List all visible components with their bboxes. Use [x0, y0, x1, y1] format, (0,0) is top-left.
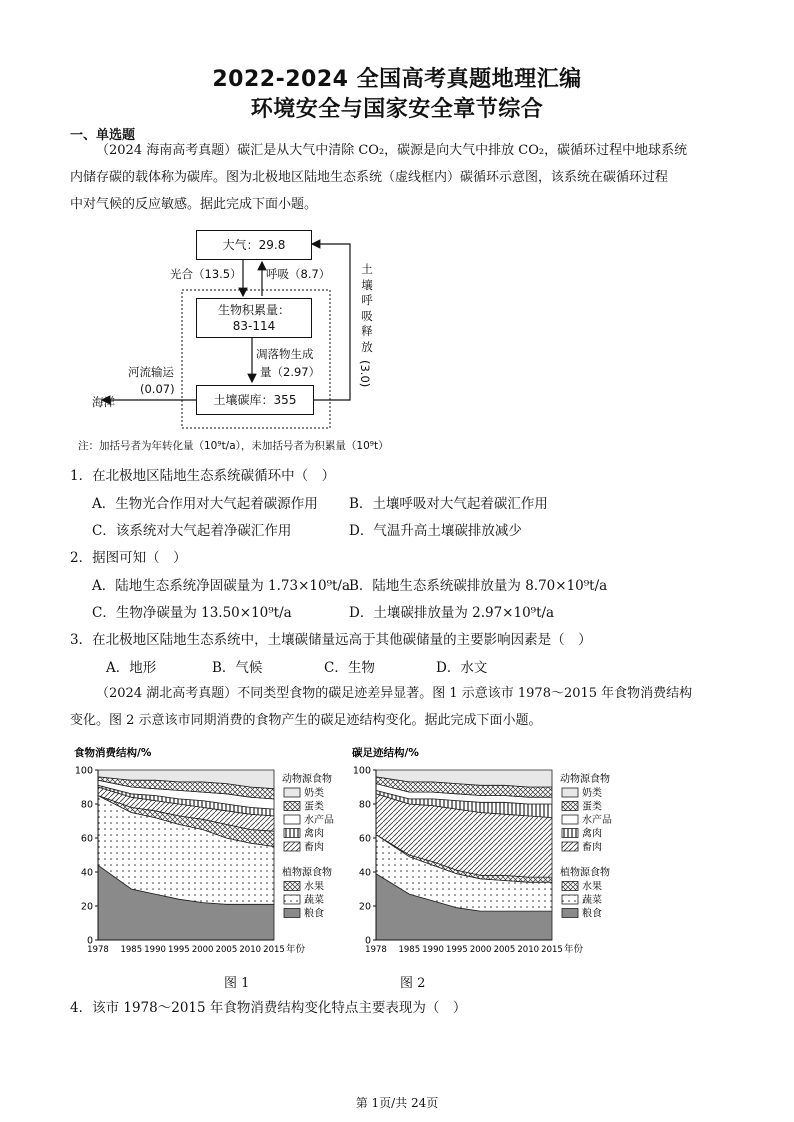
litter-label-line2: 量（2.97） [260, 365, 321, 379]
x-tick-label: 2005 [215, 945, 238, 955]
soil-box: 土壤碳库：355 [196, 385, 314, 415]
soil-release-char: 释 [361, 324, 373, 338]
legend-swatch-畜肉 [562, 842, 578, 851]
soil-release-char: 土 [361, 262, 373, 276]
legend-item-蛋类: 蛋类 [582, 801, 602, 813]
legend-swatch-禽肉 [562, 829, 578, 838]
diagram-note: 注：加括号者为年转化量（10⁹t/a），未加括号者为积累量（10⁹t） [78, 440, 389, 452]
respiration-label: 呼吸（8.7） [266, 267, 331, 281]
x-tick-label: 2010 [239, 945, 262, 955]
q3-option-b: B．气候 [212, 660, 263, 676]
soil-release-char: 放 [361, 339, 373, 354]
legend-item-水产品: 水产品 [304, 815, 334, 826]
litter-label-line1: 凋落物生成 [256, 347, 314, 361]
legend-swatch-禽肉 [284, 829, 300, 838]
q2-option-d: D．土壤碳排放量为 2.97×10⁹t/a [349, 605, 555, 621]
river-label-line2: (0.07) [140, 382, 175, 396]
legend-item-禽肉: 禽肉 [582, 828, 602, 840]
x-tick-label: 1990 [144, 945, 166, 955]
legend-item-蔬菜: 蔬菜 [582, 895, 602, 906]
passage1-line2: 内储存碳的载体称为碳库。图为北极地区陆地生态系统（虚线框内）碳循环示意图，该系统在碳循环过程 [70, 170, 669, 185]
legend-item-蛋类: 蛋类 [304, 801, 324, 813]
soil-release-char: 吸 [361, 308, 373, 323]
y-tick-label: 20 [358, 901, 371, 913]
doc-title-line2: 环境安全与国家安全章节综合 [250, 97, 544, 122]
legend-swatch-蛋类 [284, 802, 300, 811]
ocean-label: 海洋 [92, 395, 115, 409]
question-4-stem: 4．该市 1978～2015 年食物消费结构变化特点主要表现为（ ） [70, 1000, 467, 1016]
x-tick-label: 2015 [541, 945, 563, 955]
biomass-value: 83-114 [232, 319, 276, 333]
soil-release-label [360, 262, 374, 355]
chart-food-consumption [60, 742, 360, 962]
chart-title: 食物消费结构/% [74, 747, 152, 759]
chart-title: 碳足迹结构/% [352, 747, 419, 759]
y-tick-label: 40 [80, 867, 93, 879]
q1-option-a: A．生物光合作用对大气起着碳源作用 [92, 496, 318, 512]
legend-item-水产品: 水产品 [582, 815, 612, 826]
legend-swatch-奶类 [284, 788, 300, 797]
y-tick-label: 0 [86, 935, 93, 947]
q2-option-b: B．陆地生态系统碳排放量为 8.70×10⁹t/a [349, 578, 608, 594]
question-1-stem: 1．在北极地区陆地生态系统碳循环中（ ） [70, 468, 336, 484]
y-tick-label: 60 [80, 833, 93, 845]
x-tick-label: 2000 [191, 945, 214, 955]
y-tick-label: 80 [80, 799, 93, 811]
y-tick-label: 80 [358, 799, 371, 811]
soil-release-char: 壤 [361, 277, 373, 292]
x-axis-label: 年份 [564, 944, 584, 955]
passage2 [70, 680, 730, 734]
y-tick-label: 100 [74, 765, 93, 777]
q3-option-d: D．水文 [436, 660, 488, 676]
legend-swatch-水果 [562, 882, 578, 891]
legend-swatch-水产品 [284, 815, 300, 824]
chart-carbon-footprint [338, 742, 638, 962]
x-tick-label: 1978 [87, 945, 109, 955]
legend-group-heading: 植物源食物 [282, 867, 332, 879]
legend-item-奶类: 奶类 [582, 788, 602, 799]
legend-swatch-蛋类 [562, 802, 578, 811]
soil-release-char: 呼 [361, 293, 373, 307]
x-tick-label: 1995 [168, 945, 190, 955]
x-tick-label: 2005 [493, 945, 516, 955]
passage2-line1: （2024 湖北高考真题）不同类型食物的碳足迹差异显著。图 1 示意该市 1978～2015 年食物消费结构 [96, 686, 693, 701]
q1-option-b: B．土壤呼吸对大气起着碳汇作用 [349, 496, 548, 512]
y-tick-label: 100 [352, 765, 371, 777]
x-axis-label: 年份 [286, 944, 306, 955]
y-tick-label: 60 [358, 833, 371, 845]
question-2-stem: 2．据图可知（ ） [70, 550, 187, 566]
q1-option-d: D．气温升高土壤碳排放减少 [349, 523, 522, 539]
x-tick-label: 1985 [398, 945, 421, 955]
q3-option-c: C．生物 [324, 660, 375, 676]
atmosphere-box: 大气：29.8 [196, 230, 312, 260]
legend-group-heading: 动物源食物 [282, 774, 332, 785]
doc-title-line1: 2022-2024 全国高考真题地理汇编 [212, 67, 582, 92]
passage1-line3: 中对气候的反应敏感。据此完成下面小题。 [70, 197, 318, 212]
q3-option-a: A．地形 [106, 660, 157, 676]
passage2-line2: 变化。图 2 示意该市同期消费的食物产生的碳足迹结构变化。据此完成下面小题。 [70, 713, 542, 728]
q2-option-a: A．陆地生态系统净固碳量为 1.73×10⁹t/a [92, 578, 351, 594]
legend-item-禽肉: 禽肉 [304, 828, 324, 840]
x-tick-label: 1995 [446, 945, 468, 955]
legend-group-heading: 动物源食物 [560, 774, 610, 785]
x-tick-label: 1978 [365, 945, 387, 955]
figure-2-caption: 图 2 [400, 976, 426, 991]
biomass-label: 生物积累量： [217, 303, 290, 317]
river-label-line1: 河流输运 [128, 365, 174, 379]
legend-item-畜肉: 畜肉 [304, 842, 324, 853]
legend-swatch-粮食 [562, 909, 578, 918]
q1-option-c: C．该系统对大气起着净碳汇作用 [92, 523, 292, 539]
legend-item-畜肉: 畜肉 [582, 842, 602, 853]
y-tick-label: 20 [80, 901, 93, 913]
x-tick-label: 1985 [120, 945, 143, 955]
biomass-box [196, 298, 312, 338]
x-tick-label: 2010 [517, 945, 540, 955]
y-tick-label: 0 [364, 935, 371, 947]
legend-item-粮食: 粮食 [304, 908, 324, 920]
legend-swatch-粮食 [284, 909, 300, 918]
legend-swatch-水果 [284, 882, 300, 891]
page-footer: 第 1页/共 24页 [355, 1096, 439, 1110]
question-3-stem: 3．在北极地区陆地生态系统中，土壤碳储量远高于其他碳储量的主要影响因素是（ ） [70, 632, 592, 648]
legend-swatch-蔬菜 [562, 895, 578, 904]
legend-swatch-蔬菜 [284, 895, 300, 904]
photosynthesis-label: 光合（13.5） [170, 267, 242, 281]
legend-swatch-水产品 [562, 815, 578, 824]
x-tick-label: 2000 [469, 945, 492, 955]
legend-item-粮食: 粮食 [582, 908, 602, 920]
legend-swatch-畜肉 [284, 842, 300, 851]
legend-swatch-奶类 [562, 788, 578, 797]
x-tick-label: 1990 [422, 945, 444, 955]
q2-option-c: C．生物净碳量为 13.50×10⁹t/a [92, 605, 292, 621]
section-heading: 一、单选题 [70, 128, 136, 143]
carbon-cycle-diagram [90, 222, 390, 432]
legend-group-heading: 植物源食物 [560, 867, 610, 879]
legend-item-蔬菜: 蔬菜 [304, 895, 324, 906]
passage1-line1: （2024 海南高考真题）碳汇是从大气中清除 CO₂，碳源是向大气中排放 CO₂，碳循环过程中地球系统 [96, 143, 688, 158]
legend-item-水果: 水果 [582, 881, 602, 893]
passage1 [70, 137, 730, 218]
y-tick-label: 40 [358, 867, 371, 879]
x-tick-label: 2015 [263, 945, 285, 955]
figure-1-caption: 图 1 [224, 976, 250, 991]
soil-release-value: (3.0) [358, 360, 372, 388]
legend-item-奶类: 奶类 [304, 788, 324, 799]
legend-item-水果: 水果 [304, 881, 324, 893]
